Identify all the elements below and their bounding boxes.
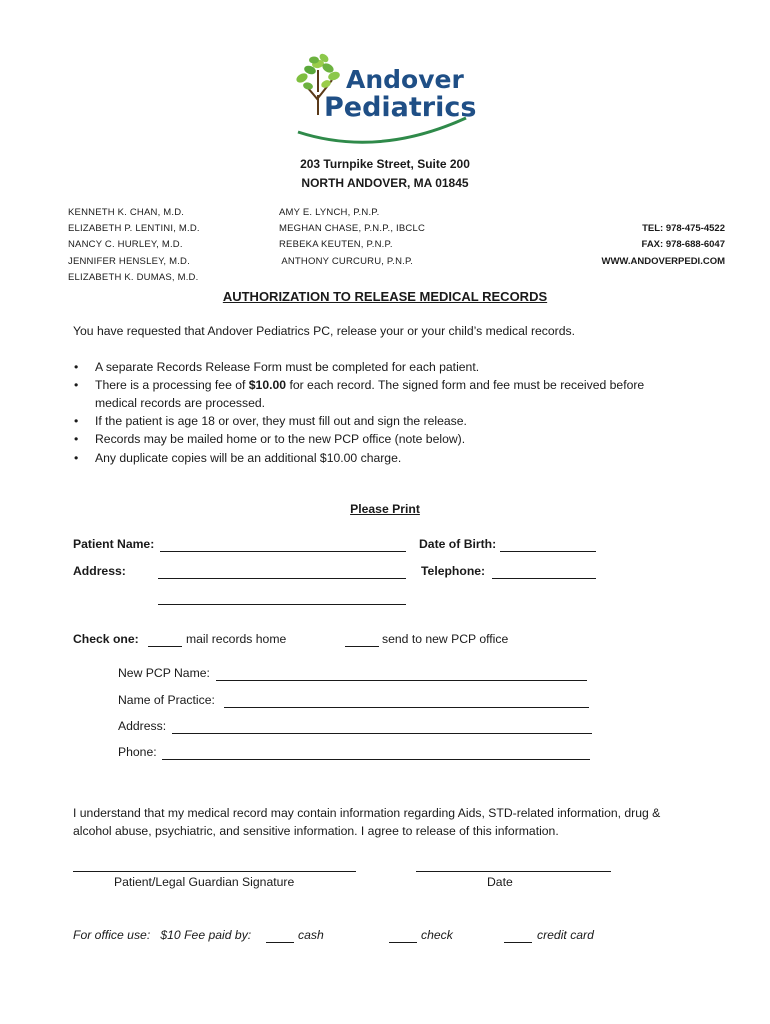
send-pcp-checkbox[interactable] xyxy=(345,646,379,647)
patient-name-field[interactable] xyxy=(160,551,406,552)
practitioner-name: AMY E. LYNCH, P.N.P. xyxy=(279,207,380,218)
bullet-text-continued: medical records are processed. xyxy=(95,396,266,410)
telephone-field[interactable] xyxy=(492,578,596,579)
physician-name: ELIZABETH K. DUMAS, M.D. xyxy=(68,272,199,283)
pcp-phone-field[interactable] xyxy=(162,759,590,760)
physician-name: KENNETH K. CHAN, M.D. xyxy=(68,207,185,218)
check-payment-checkbox[interactable] xyxy=(389,942,417,943)
signature-label: Patient/Legal Guardian Signature xyxy=(114,875,295,889)
pcp-phone-label: Phone: xyxy=(118,745,157,759)
practitioner-name: MEGHAN CHASE, P.N.P., IBCLC xyxy=(279,223,426,234)
website-link[interactable]: WWW.ANDOVERPEDI.COM xyxy=(601,256,725,267)
mail-home-option-label: mail records home xyxy=(186,632,287,646)
bullet-icon: • xyxy=(74,451,79,465)
fax-number: FAX: 978-688-6047 xyxy=(641,239,725,250)
office-use-label: For office use: $10 Fee paid by: xyxy=(73,928,252,942)
consent-text-line2: alcohol abuse, psychiatric, and sensitive information. I agree to release of this information. xyxy=(73,824,559,838)
patient-name-label: Patient Name: xyxy=(73,537,155,551)
name-of-practice-label: Name of Practice: xyxy=(118,693,215,707)
name-of-practice-field[interactable] xyxy=(224,707,589,708)
check-one-label: Check one: xyxy=(73,632,139,646)
address-field-line1[interactable] xyxy=(158,578,406,579)
practice-address-line1: 203 Turnpike Street, Suite 200 xyxy=(300,157,470,171)
mail-home-checkbox[interactable] xyxy=(148,646,182,647)
bullet-icon: • xyxy=(74,414,79,428)
bullet-icon: • xyxy=(74,378,79,392)
practitioner-name: ANTHONY CURCURU, P.N.P. xyxy=(279,256,414,267)
dob-label: Date of Birth: xyxy=(419,537,497,551)
cash-checkbox[interactable] xyxy=(266,942,294,943)
svg-text:Andover: Andover xyxy=(346,65,464,94)
signature-field[interactable] xyxy=(73,871,356,872)
date-field[interactable] xyxy=(416,871,611,872)
bullet-text: Records may be mailed home or to the new PCP office (note below). xyxy=(95,432,466,446)
practitioner-name: REBEKA KEUTEN, P.N.P. xyxy=(279,239,393,250)
physician-name: NANCY C. HURLEY, M.D. xyxy=(68,239,183,250)
please-print-heading: Please Print xyxy=(350,502,420,516)
send-pcp-option-label: send to new PCP office xyxy=(382,632,509,646)
consent-text-line1: I understand that my medical record may contain information regarding Aids, STD-related information, drug & xyxy=(73,806,661,820)
telephone-number: TEL: 978-475-4522 xyxy=(642,223,725,234)
address-label: Address: xyxy=(73,564,126,578)
pcp-address-label: Address: xyxy=(118,719,167,733)
bullet-text: Any duplicate copies will be an additional $10.00 charge. xyxy=(95,451,402,465)
form-title: AUTHORIZATION TO RELEASE MEDICAL RECORDS xyxy=(222,289,548,304)
bullet-text: A separate Records Release Form must be completed for each patient. xyxy=(95,360,480,374)
credit-card-option-label: credit card xyxy=(537,928,594,942)
bullet-icon: • xyxy=(74,432,79,446)
bullet-text: There is a processing fee of $10.00 for each record. The signed form and fee must be received before xyxy=(95,378,645,392)
tree-logo-icon xyxy=(288,40,478,150)
pcp-address-field[interactable] xyxy=(172,733,592,734)
physician-name: JENNIFER HENSLEY, M.D. xyxy=(68,256,190,267)
svg-text:Pediatrics: Pediatrics xyxy=(324,92,477,123)
new-pcp-name-label: New PCP Name: xyxy=(118,666,210,680)
physician-name: ELIZABETH P. LENTINI, M.D. xyxy=(68,223,200,234)
bullet-icon: • xyxy=(74,360,79,374)
practice-address-line2: NORTH ANDOVER, MA 01845 xyxy=(301,176,469,190)
check-option-label: check xyxy=(421,928,453,942)
address-field-line2[interactable] xyxy=(158,604,406,605)
bullet-text: If the patient is age 18 or over, they must fill out and sign the release. xyxy=(95,414,467,428)
andover-pediatrics-logo xyxy=(288,40,478,150)
intro-text: You have requested that Andover Pediatrics PC, release your or your child’s medical records. xyxy=(73,324,575,338)
dob-field[interactable] xyxy=(500,551,596,552)
new-pcp-name-field[interactable] xyxy=(216,680,587,681)
credit-card-checkbox[interactable] xyxy=(504,942,532,943)
fee-amount: $10.00 xyxy=(248,378,287,392)
cash-option-label: cash xyxy=(298,928,324,942)
telephone-label: Telephone: xyxy=(421,564,486,578)
date-label: Date xyxy=(487,875,513,889)
